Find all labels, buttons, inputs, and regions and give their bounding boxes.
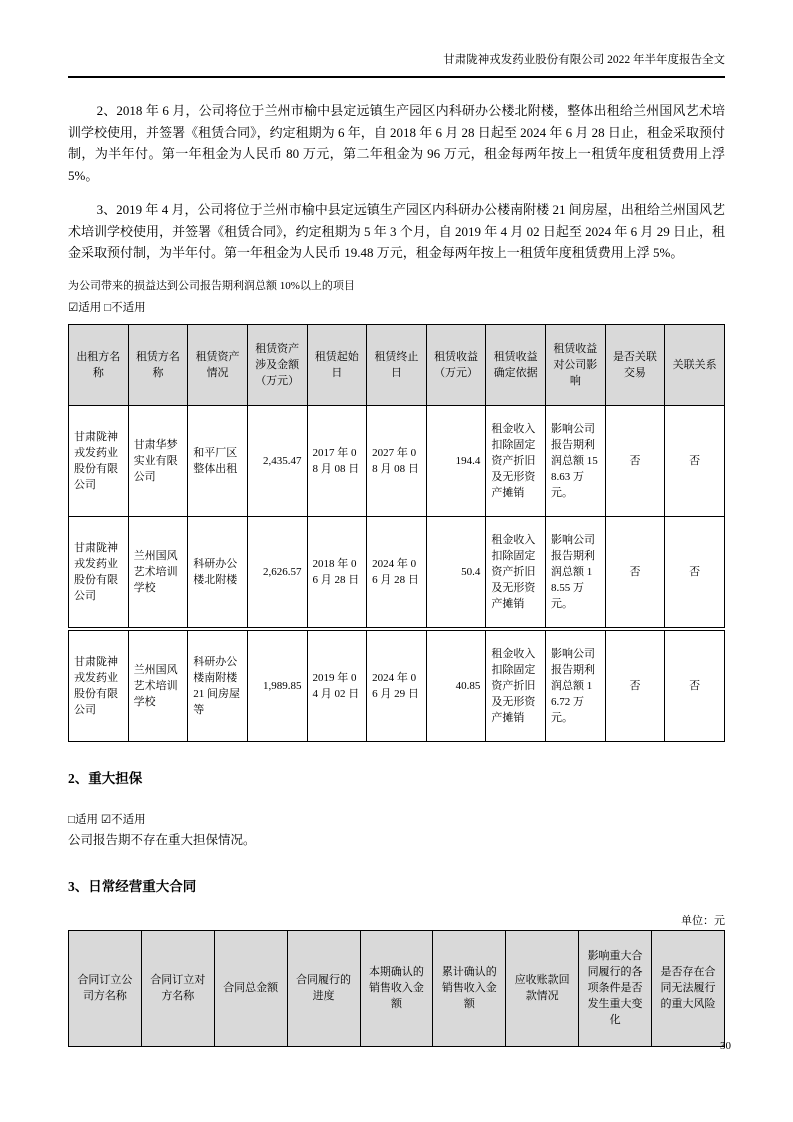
table-header-cell: 合同履行的进度 [287,930,360,1046]
table-cell: 否 [665,405,725,516]
table-header-cell: 本期确认的销售收入金额 [360,930,433,1046]
table-cell: 影响公司报告期利润总额 158.63 万元。 [546,405,606,516]
table-header-cell: 影响重大合同履行的各项条件是否发生重大变化 [579,930,652,1046]
table-cell: 否 [665,516,725,629]
table-cell: 2019 年 04 月 02 日 [307,629,367,742]
applicability-checkboxes-guarantee: □适用 ☑不适用 [68,813,146,826]
table-row [69,629,725,742]
table-cell: 兰州国风艺术培训学校 [128,516,188,629]
table-cell: 2018 年 06 月 28 日 [307,516,367,629]
table-cell: 2,626.57 [247,516,307,629]
table-header-cell: 关联关系 [665,324,725,405]
table-header-cell: 是否关联交易 [605,324,665,405]
table-cell: 否 [605,516,665,629]
table-cell: 租金收入扣除固定资产折旧及无形资产摊销 [486,405,546,516]
lease-income-table [68,324,725,742]
table-header-cell: 租赁终止日 [367,324,427,405]
guarantee-note: 公司报告期不存在重大担保情况。 [68,832,256,847]
table-header-cell: 合同订立对方名称 [141,930,214,1046]
table-cell: 兰州国风艺术培训学校 [128,629,188,742]
table-header-cell: 合同总金额 [214,930,287,1046]
contract-table-header [69,930,725,1046]
table-cell: 40.85 [426,629,486,742]
table-header-cell: 租赁收益（万元） [426,324,486,405]
table-cell: 科研办公楼南附楼 21 间房屋等 [188,629,248,742]
table-header-cell: 租赁起始日 [307,324,367,405]
table-header-cell: 出租方名称 [69,324,129,405]
table-cell: 2024 年 06 月 28 日 [367,516,427,629]
table-header-cell: 租赁方名称 [128,324,188,405]
table-header-cell: 合同订立公司方名称 [69,930,142,1046]
table-cell: 50.4 [426,516,486,629]
table-cell: 1,989.85 [247,629,307,742]
table-header-cell: 租赁资产涉及金额（万元） [247,324,307,405]
applicability-checkboxes-lease: ☑适用 □不适用 [68,301,146,314]
unit-label: 单位：元 [681,914,725,927]
table-cell: 租金收入扣除固定资产折旧及无形资产摊销 [486,629,546,742]
table-cell: 194.4 [426,405,486,516]
table-cell: 2027 年 08 月 08 日 [367,405,427,516]
paragraph-lease-item-2: 2、2018 年 6 月，公司将位于兰州市榆中县定远镇生产园区内科研办公楼北附楼，整体出租给兰州国风艺术培训学校使用，并签署《租赁合同》，约定租期为 6 年，自 2018 年 6 月 28 日起至 2024 年 6 月 28 日止，租金采取预付制，为半年付。第一年租金为人民币 80 万元，第二年租金为 96 万元，租金每两年按上一租赁年度租赁费用上浮 5%。 [68,103,725,183]
lease-table-header [69,324,725,405]
document-header-title: 甘肃陇神戎发药业股份有限公司 2022 年半年度报告全文 [68,0,725,78]
table-cell: 和平厂区整体出租 [188,405,248,516]
table-cell: 甘肃陇神戎发药业股份有限公司 [69,405,129,516]
table-cell: 否 [605,629,665,742]
table-cell: 甘肃陇神戎发药业股份有限公司 [69,516,129,629]
table-cell: 科研办公楼北附楼 [188,516,248,629]
table-row [69,516,725,629]
table-header-cell: 租赁收益对公司影响 [546,324,606,405]
page-number: 30 [720,1040,731,1052]
table-cell: 2024 年 06 月 29 日 [367,629,427,742]
table-cell: 租金收入扣除固定资产折旧及无形资产摊销 [486,516,546,629]
paragraph-lease-item-3: 3、2019 年 4 月，公司将位于兰州市榆中县定远镇生产园区内科研办公楼南附楼 21 间房屋，出租给兰州国风艺术培训学校使用，并签署《租赁合同》，约定租期为 5 年 3 个月，自 2019 年 4 月 02 日起至 2024 年 6 月 29 日止，租金采取预付制，为半年付。第一年租金为人民币 19.48 万元，租金每两年按上一租赁年度租赁费用上浮 5%。 [68,202,725,260]
lease-table-body [69,405,725,741]
profit-threshold-note: 为公司带来的损益达到公司报告期利润总额 10%以上的项目 [68,279,355,292]
table-header-cell: 租赁资产情况 [188,324,248,405]
table-cell: 2017 年 08 月 08 日 [307,405,367,516]
daily-operation-contracts-table [68,930,725,1047]
table-header-cell: 应收账款回款情况 [506,930,579,1046]
table-row [69,405,725,516]
table-cell: 甘肃陇神戎发药业股份有限公司 [69,629,129,742]
table-cell: 2,435.47 [247,405,307,516]
table-cell: 影响公司报告期利润总额 18.55 万元。 [546,516,606,629]
table-header-cell: 累计确认的销售收入金额 [433,930,506,1046]
table-cell: 甘肃华梦实业有限公司 [128,405,188,516]
table-cell: 影响公司报告期利润总额 16.72 万元。 [546,629,606,742]
table-cell: 否 [665,629,725,742]
section-heading-daily-contracts: 3、日常经营重大合同 [68,878,197,894]
table-cell: 否 [605,405,665,516]
table-header-cell: 是否存在合同无法履行的重大风险 [652,930,725,1046]
table-header-cell: 租赁收益确定依据 [486,324,546,405]
section-heading-major-guarantees: 2、重大担保 [68,770,143,786]
